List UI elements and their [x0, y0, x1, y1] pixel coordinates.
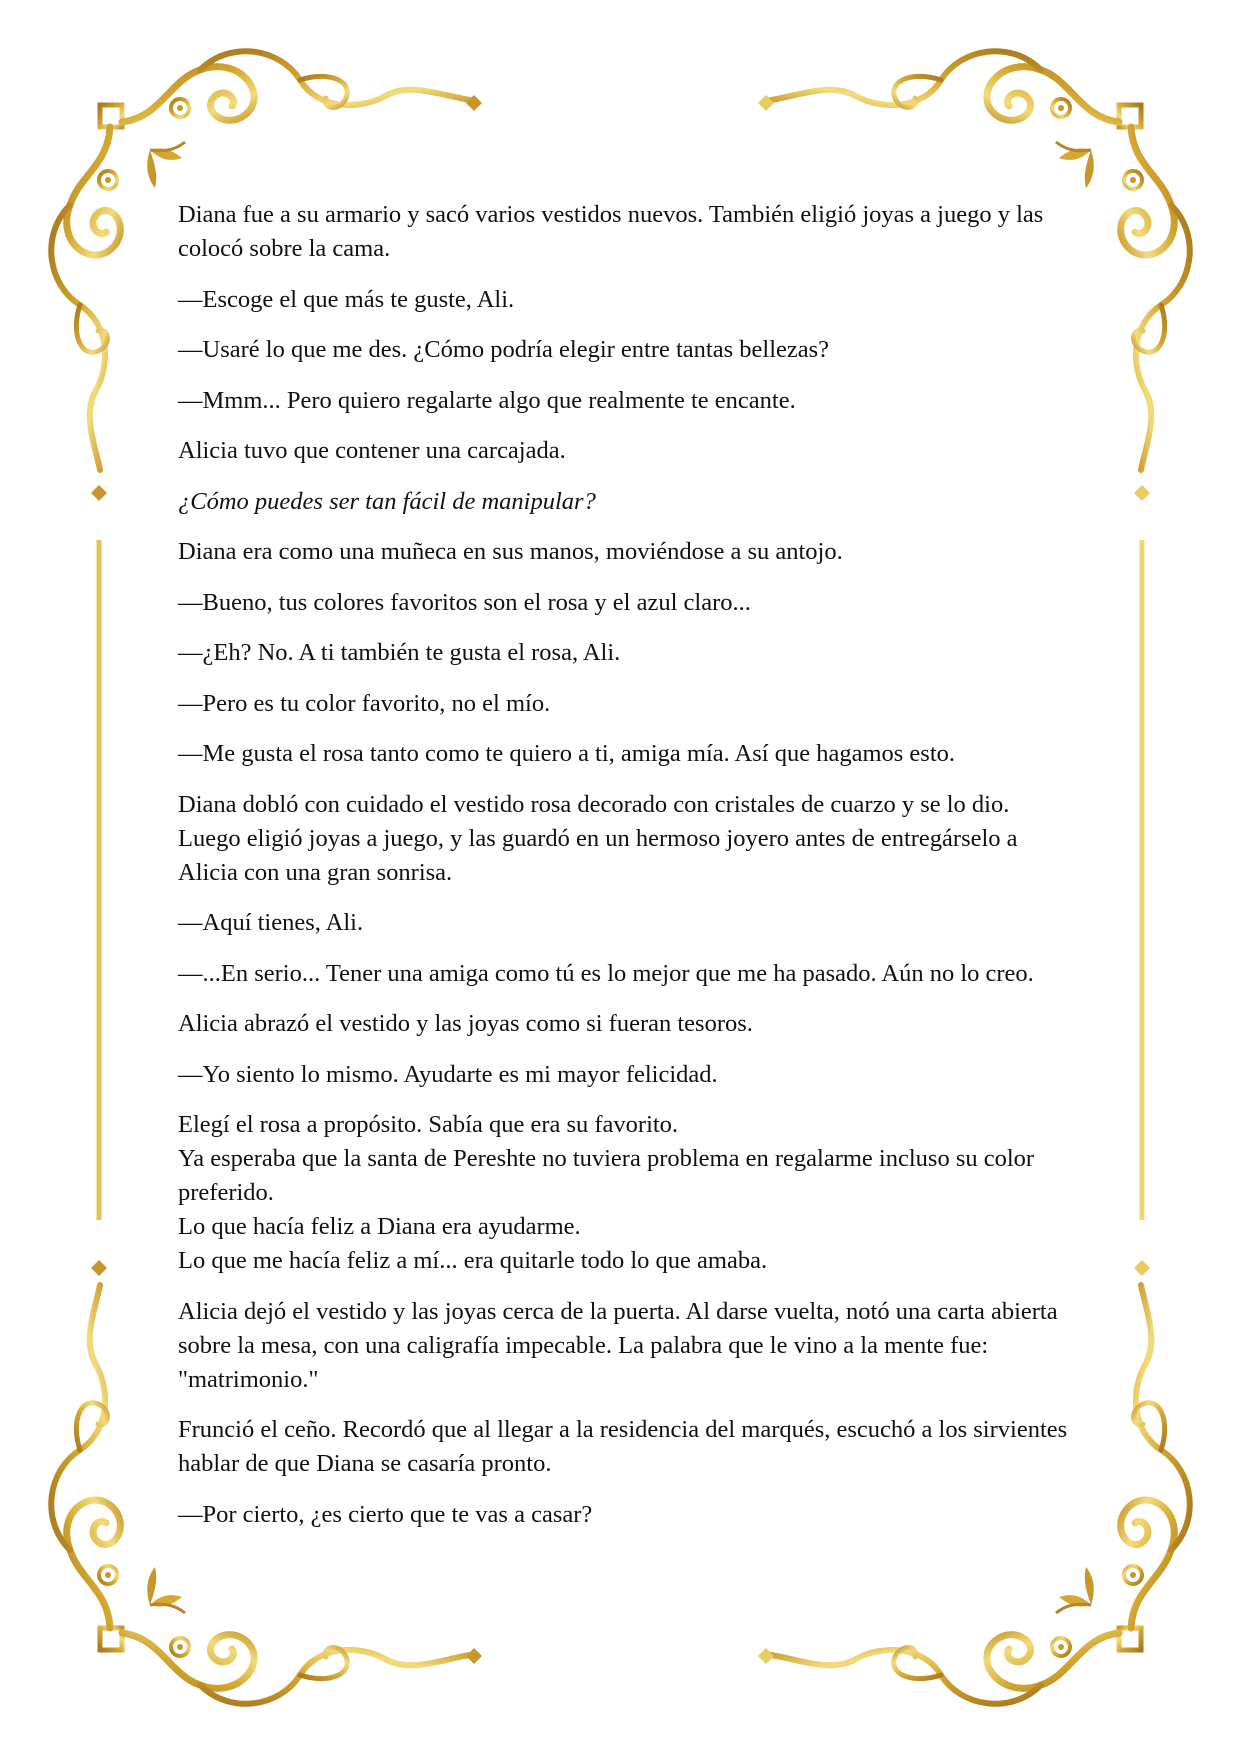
paragraph: —Yo siento lo mismo. Ayudarte es mi mayor felicidad.: [178, 1060, 718, 1088]
paragraph: —Escoge el que más te guste, Ali.: [178, 285, 515, 313]
paragraph: Frunció el ceño. Recordó que al llegar a la residencia del marqués, escuchó a los sirvientes hablar de que Diana se casaría pronto.: [178, 1416, 1068, 1477]
bottom-border-rule: [466, 1648, 774, 1664]
reflection-line: Lo que me hacía feliz a mí... era quitarle todo lo que amaba.: [178, 1247, 768, 1274]
paragraph: —Me gusta el rosa tanto como te quiero a ti, amiga mía. Así que hagamos esto.: [178, 740, 956, 767]
inner-thought: ¿Cómo puedes ser tan fácil de manipular?: [178, 487, 596, 515]
paragraph: —Usaré lo que me des. ¿Cómo podría elegir entre tantas bellezas?: [178, 336, 830, 363]
top-border-rule: [466, 95, 774, 111]
paragraph: Alicia tuvo que contener una carcajada.: [178, 437, 566, 464]
paragraph: Diana era como una muñeca en sus manos, moviéndose a su antojo.: [178, 538, 843, 565]
reflection-paragraph: [178, 1108, 1078, 1278]
reflection-line: Elegí el rosa a propósito. Sabía que era su favorito.: [178, 1111, 679, 1138]
paragraph: Alicia abrazó el vestido y las joyas como si fueran tesoros.: [178, 1010, 753, 1037]
right-border-rule: [1134, 485, 1150, 1276]
paragraph: —¿Eh? No. A ti también te gusta el rosa, Ali.: [178, 639, 621, 666]
paragraph: —Bueno, tus colores favoritos son el rosa y el azul claro...: [178, 588, 751, 616]
paragraph: —Aquí tienes, Ali.: [178, 909, 364, 936]
reflection-line: Lo que hacía feliz a Diana era ayudarme.: [178, 1213, 581, 1240]
story-text: [178, 198, 1078, 1548]
paragraph: —...En serio... Tener una amiga como tú es lo mejor que me ha pasado. Aún no lo creo.: [178, 959, 1034, 987]
paragraph: —Por cierto, ¿es cierto que te vas a casar?: [178, 1500, 593, 1528]
left-border-rule: [91, 485, 107, 1276]
paragraph: —Pero es tu color favorito, no el mío.: [178, 689, 551, 717]
paragraph: Diana dobló con cuidado el vestido rosa decorado con cristales de cuarzo y se lo dio. Luego eligió joyas a juego, y las guardó en un hermoso joyero antes de entregárselo a Alicia con una gran sonrisa.: [178, 790, 1018, 886]
paragraph: —Mmm... Pero quiero regalarte algo que realmente te encante.: [178, 386, 796, 414]
reflection-line: Ya esperaba que la santa de Pereshte no tuviera problema en regalarme incluso su color preferido.: [178, 1145, 1035, 1206]
paragraph: Diana fue a su armario y sacó varios vestidos nuevos. También eligió joyas a juego y las colocó sobre la cama.: [178, 201, 1044, 262]
paragraph: Alicia dejó el vestido y las joyas cerca de la puerta. Al darse vuelta, notó una carta abierta sobre la mesa, con una caligrafía impecable. La palabra que le vino a la mente fue: "matrimonio.": [178, 1297, 1058, 1393]
